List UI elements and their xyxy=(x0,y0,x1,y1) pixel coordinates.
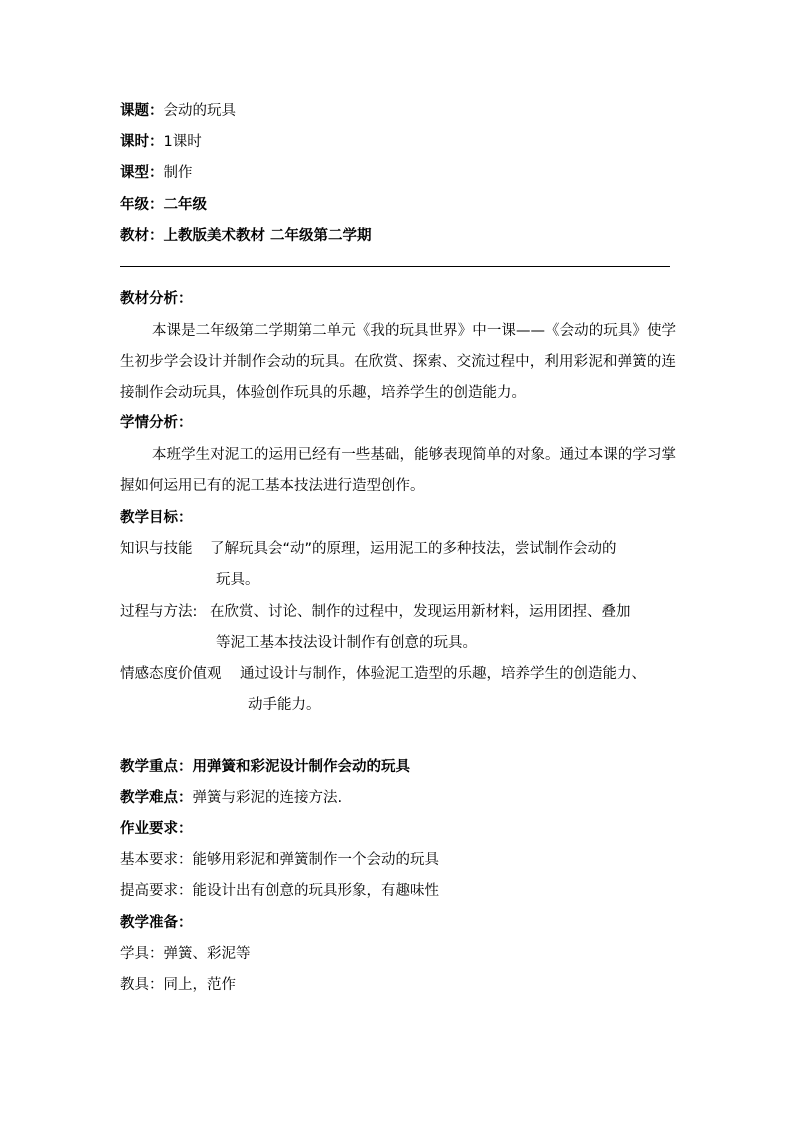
grade-label: 年级： xyxy=(120,197,164,213)
type-value: 制作 xyxy=(163,165,193,181)
divider xyxy=(120,266,670,267)
period-label: 课时： xyxy=(120,134,164,150)
textbook-line xyxy=(120,221,372,252)
analysis-title: 教材分析： xyxy=(120,291,193,307)
goal-process-line2: 等泥工基本技法设计制作有创意的玩具。 xyxy=(216,635,477,651)
goal-knowledge-label: 知识与技能 xyxy=(120,541,193,557)
homework-advanced: 提高要求：能设计出有创意的玩具形象，有趣味性 xyxy=(120,883,439,899)
period-value: 1课时 xyxy=(163,134,202,150)
textbook-label: 教材： xyxy=(120,228,164,244)
learner-body: 本班学生对泥工的运用已经有一些基础，能够表现简单的对象。通过本课的学习掌握如何运用已有的泥工基本技法进行造型创作。 xyxy=(120,447,676,494)
type-line xyxy=(120,158,193,189)
goal-process-label: 过程与方法: xyxy=(120,604,198,620)
difficulty-label: 教学难点： xyxy=(120,790,193,806)
difficulty-line xyxy=(120,783,342,814)
goal-attitude-label: 情感态度价值观 xyxy=(120,666,222,682)
period-line xyxy=(120,127,202,158)
analysis-body: 本课是二年级第二学期第二单元《我的玩具世界》中一课——《会动的玩具》使学生初步学会设计并制作会动的玩具。在欣赏、探索、交流过程中，利用彩泥和弹簧的连接制作会动玩具，体验创作玩具的乐趣，培养学生的创造能力。 xyxy=(120,323,676,401)
homework-basic: 基本要求：能够用彩泥和弹簧制作一个会动的玩具 xyxy=(120,852,439,868)
prep-student: 学具：弹簧、彩泥等 xyxy=(120,946,251,962)
textbook-value: 上教版美术教材 二年级第二学期 xyxy=(163,228,372,244)
focus-value: 用弹簧和彩泥设计制作会动的玩具 xyxy=(192,759,410,775)
goal-attitude-line1: 通过设计与制作，体验泥工造型的乐趣，培养学生的创造能力、 xyxy=(240,666,646,682)
focus-label: 教学重点： xyxy=(120,759,193,775)
grade-line xyxy=(120,190,207,221)
focus-line xyxy=(120,752,410,783)
goal-attitude-line2: 动手能力。 xyxy=(248,697,321,713)
learner-title: 学情分析： xyxy=(120,415,193,431)
goals-title: 教学目标： xyxy=(120,510,193,526)
homework-title: 作业要求： xyxy=(120,821,193,837)
type-label: 课型： xyxy=(120,165,164,181)
goal-process-line1: 在欣赏、讨论、制作的过程中，发现运用新材料，运用团捏、叠加 xyxy=(210,604,631,620)
topic-label: 课题： xyxy=(120,103,164,119)
difficulty-value: 弹簧与彩泥的连接方法. xyxy=(192,790,343,806)
topic-line xyxy=(120,96,236,127)
prep-teacher: 教具：同上，范作 xyxy=(120,977,236,993)
goal-knowledge-line1: 了解玩具会“动”的原理，运用泥工的多种技法，尝试制作会动的 xyxy=(210,541,617,557)
grade-value: 二年级 xyxy=(163,197,207,213)
goal-knowledge-line2: 玩具。 xyxy=(216,572,260,588)
prep-title: 教学准备： xyxy=(120,915,193,931)
topic-value: 会动的玩具 xyxy=(163,103,236,119)
